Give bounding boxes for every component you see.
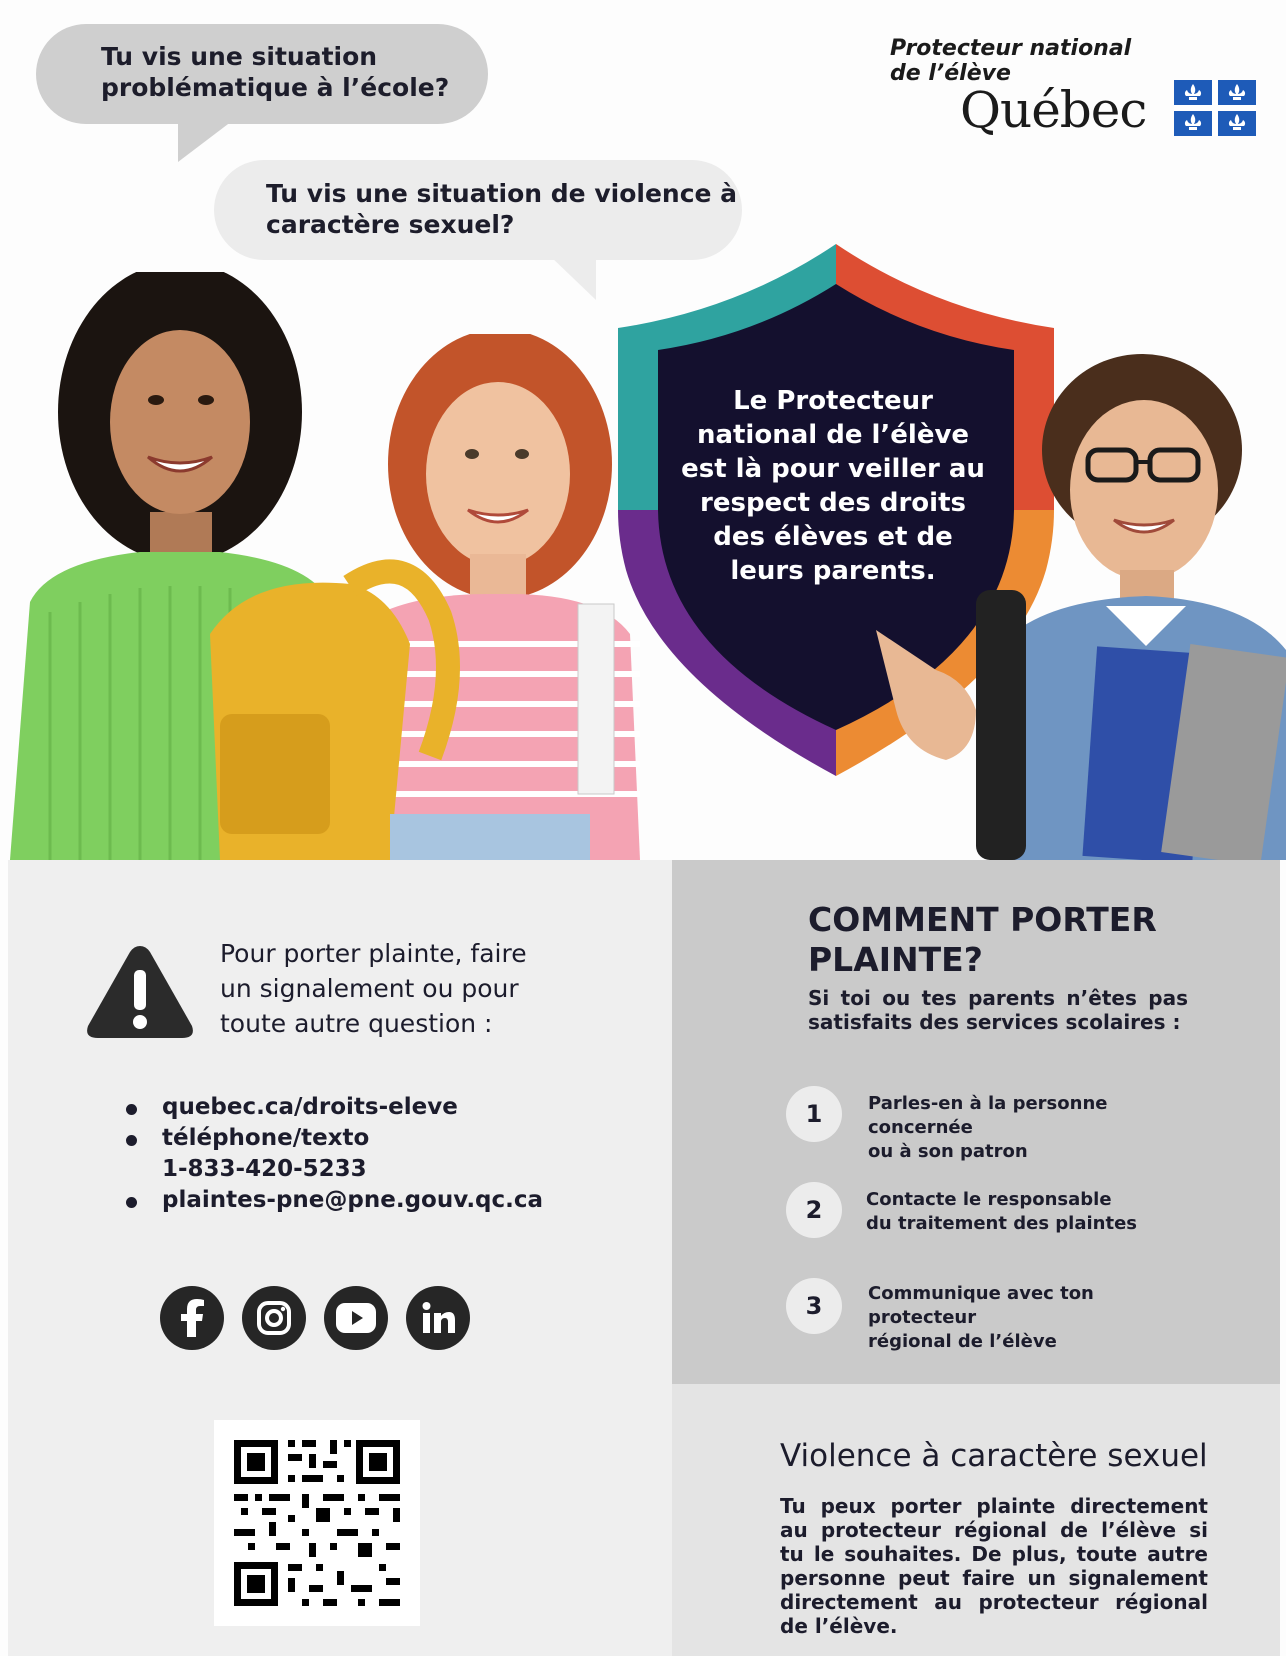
shield-line: des élèves et de	[713, 522, 953, 552]
qr-code-graphic	[214, 1420, 420, 1626]
step-line: du traitement des plaintes	[866, 1213, 1138, 1234]
bullet	[126, 1104, 137, 1115]
speech-bubble-violence-text	[266, 178, 737, 240]
shield-line: Le Protecteur	[733, 386, 933, 416]
shield-line: respect des droits	[700, 488, 966, 518]
shield-line: est là pour veiller au	[681, 454, 985, 484]
speech-bubble-tail	[178, 118, 236, 162]
contact-website-link[interactable]	[126, 1092, 543, 1123]
speech-bubble-tail	[548, 254, 596, 300]
speech-bubble-school	[36, 24, 488, 124]
step-text-2	[866, 1188, 1206, 1236]
contact-email-link[interactable]	[126, 1185, 543, 1216]
social-links	[160, 1286, 470, 1350]
contact-intro	[220, 936, 527, 1041]
bullet	[126, 1135, 137, 1146]
logo-line: de l’élève	[890, 61, 1011, 86]
quebec-flag-icon	[1174, 80, 1256, 136]
qr-code[interactable]	[214, 1420, 420, 1626]
student-girl-backpack-photo	[200, 334, 670, 860]
warning-icon	[84, 942, 196, 1042]
bubble-line: Tu vis une situation	[101, 42, 378, 71]
contact-phone-label: téléphone/texto	[162, 1125, 370, 1151]
intro-line: Pour porter plainte, faire	[220, 939, 527, 968]
step-number-2: 2	[786, 1182, 842, 1238]
title-line: COMMENT PORTER	[808, 900, 1157, 939]
shield-line: national de l’élève	[696, 420, 970, 450]
logo-line: Protecteur national	[890, 36, 1132, 61]
contact-list	[126, 1092, 543, 1216]
how-to-complain-subtitle: Si toi ou tes parents n’êtes pas satisfaits des services scolaires :	[808, 986, 1188, 1034]
step-text-1	[868, 1092, 1208, 1164]
logo-organization-name	[890, 36, 1131, 86]
step-text-3	[868, 1282, 1208, 1354]
student-boy-glasses-photo	[876, 350, 1286, 860]
sexual-violence-body: Tu peux porter plainte directement au protecteur régional de l’élève si tu le souhaites. De plus, toute autre personne peut faire un signalement directement au protecteur régional de l’élève.	[780, 1494, 1208, 1638]
speech-bubble-school-text	[101, 41, 449, 103]
bullet	[126, 1197, 137, 1208]
step-line: Parles-en à la personne concernée	[868, 1093, 1108, 1138]
bubble-line: Tu vis une situation de violence à	[266, 179, 738, 208]
title-line: PLAINTE?	[808, 940, 983, 979]
bubble-line: problématique à l’école?	[101, 73, 450, 102]
contact-website-text: quebec.ca/droits-eleve	[162, 1094, 458, 1120]
step-line: Communique avec ton protecteur	[868, 1283, 1094, 1328]
intro-line: un signalement ou pour	[220, 974, 519, 1003]
step-line: régional de l’élève	[868, 1331, 1057, 1352]
contact-phone-number: 1-833-420-5233	[162, 1156, 367, 1182]
youtube-icon[interactable]	[324, 1286, 388, 1350]
quebec-logo	[888, 36, 1258, 146]
linkedin-icon[interactable]	[406, 1286, 470, 1350]
sexual-violence-title: Violence à caractère sexuel	[780, 1438, 1208, 1474]
shield-line: leurs parents.	[730, 556, 936, 586]
step-number-1: 1	[786, 1086, 842, 1142]
logo-wordmark: Québec	[960, 81, 1147, 139]
step-line: Contacte le responsable	[866, 1189, 1112, 1210]
contact-phone-link[interactable]	[126, 1123, 543, 1185]
intro-line: toute autre question :	[220, 1009, 493, 1038]
step-line: ou à son patron	[868, 1141, 1028, 1162]
contact-email-text: plaintes-pne@pne.gouv.qc.ca	[162, 1187, 544, 1213]
how-to-complain-title	[808, 900, 1157, 980]
bubble-line: caractère sexuel?	[266, 210, 515, 239]
facebook-icon[interactable]	[160, 1286, 224, 1350]
step-number-3: 3	[786, 1278, 842, 1334]
instagram-icon[interactable]	[242, 1286, 306, 1350]
